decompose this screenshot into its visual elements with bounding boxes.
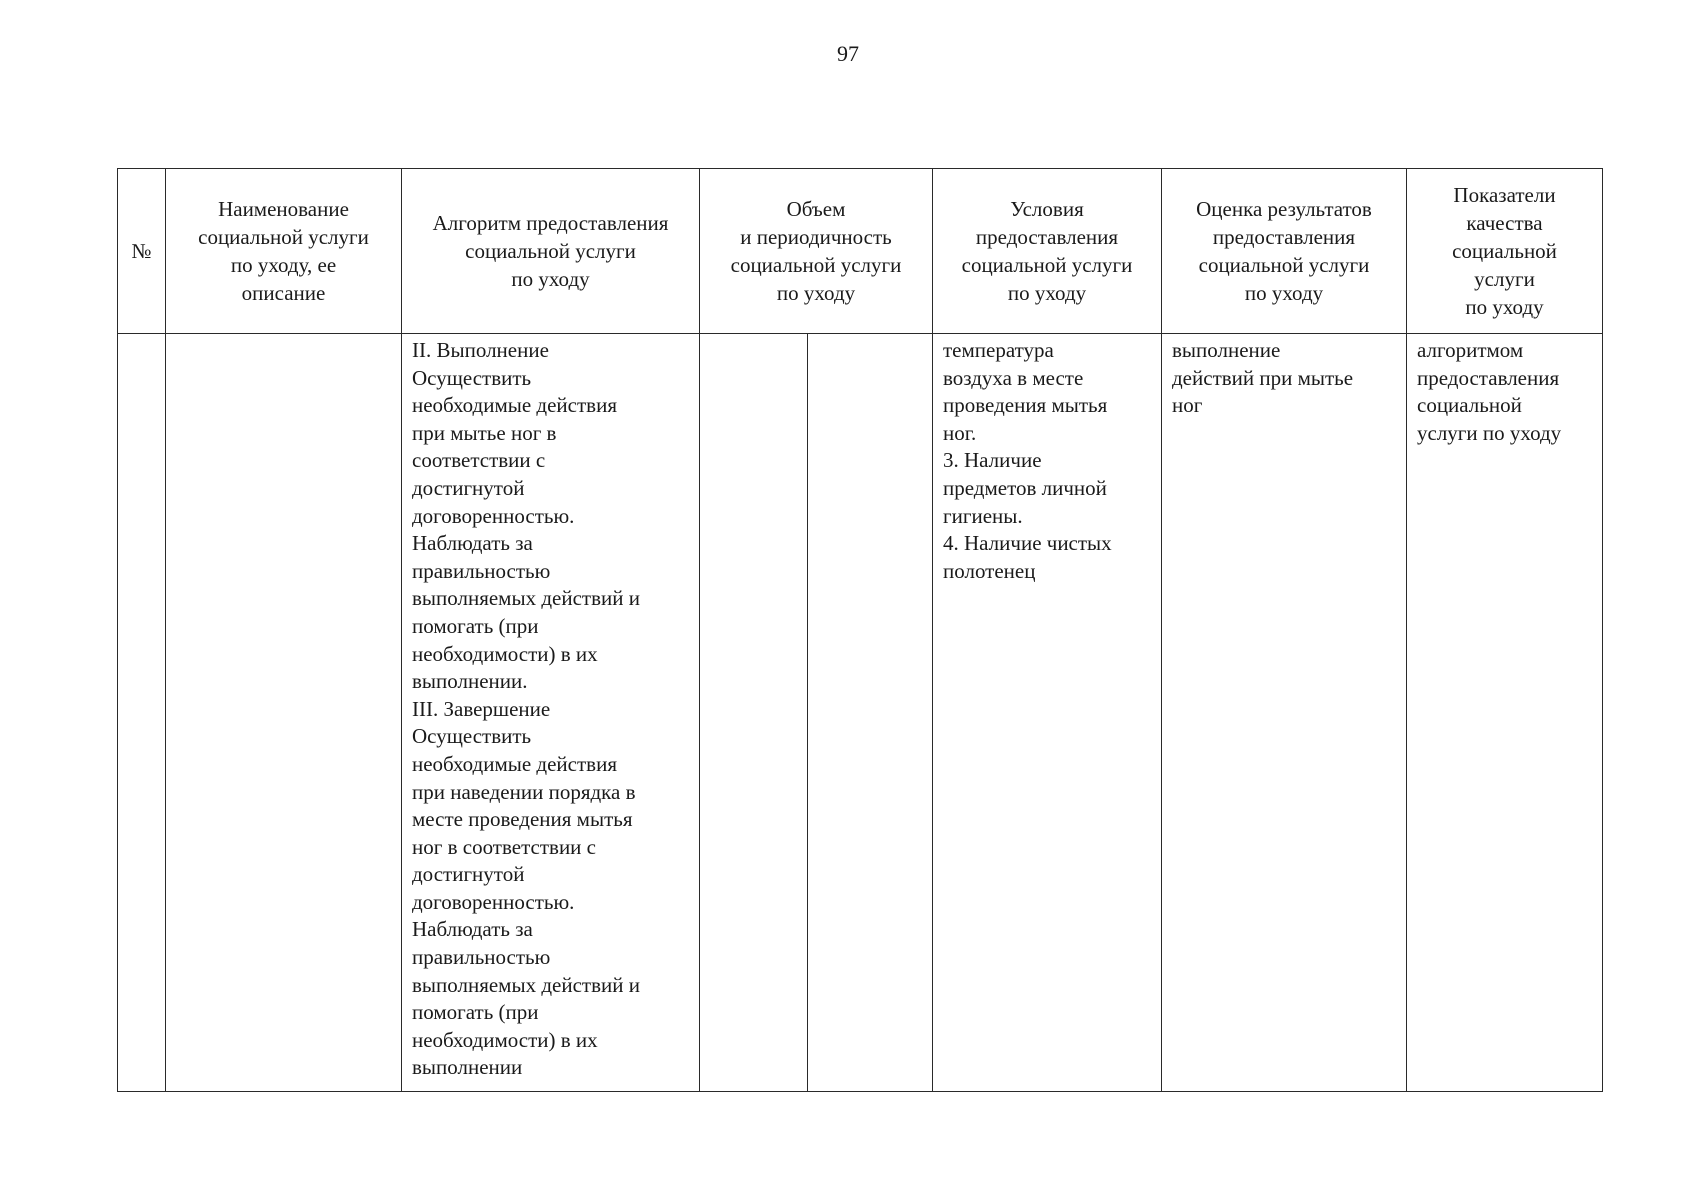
- header-evaluation-label: Оценка результатов предоставления социальной услуги по уходу: [1196, 197, 1372, 305]
- cell-evaluation-text: выполнение действий при мытье ног: [1172, 338, 1354, 418]
- cell-number: [118, 334, 166, 1092]
- cell-algorithm: [402, 334, 700, 1092]
- header-quality-label: Показатели качества социальной услуги по уходу: [1452, 183, 1557, 319]
- cell-conditions-text: температура воздуха в месте проведения мытья ног. 3. Наличие предметов личной гигиены. 4. Наличие чистых полотенец: [943, 338, 1112, 583]
- table-header-row: [118, 169, 1603, 334]
- page-number: 97: [837, 41, 859, 66]
- cell-evaluation: [1162, 334, 1407, 1092]
- header-conditions-label: Условия предоставления социальной услуги по уходу: [961, 197, 1133, 305]
- header-quality: [1407, 169, 1603, 334]
- cell-conditions: [933, 334, 1162, 1092]
- cell-volume: [700, 334, 933, 1092]
- social-service-table: [117, 168, 1603, 1092]
- header-volume-label: Объем и периодичность социальной услуги по уходу: [730, 197, 902, 305]
- header-volume: [700, 169, 933, 334]
- volume-subcell-right: [808, 334, 932, 1091]
- cell-service-name-text: [166, 334, 401, 337]
- cell-quality-text: алгоритмом предоставления социальной услуги по уходу: [1417, 338, 1562, 445]
- volume-left-text: [700, 334, 807, 337]
- volume-right-text: [808, 334, 932, 337]
- header-algorithm-label: Алгоритм предоставления социальной услуги по уходу: [432, 211, 669, 291]
- header-number-label: №: [131, 239, 152, 263]
- cell-quality: [1407, 334, 1603, 1092]
- cell-service-name: [166, 334, 402, 1092]
- header-service-name-label: Наименование социальной услуги по уходу, ее описание: [198, 197, 369, 305]
- header-conditions: [933, 169, 1162, 334]
- cell-number-text: [118, 334, 165, 337]
- header-algorithm: [402, 169, 700, 334]
- header-evaluation: [1162, 169, 1407, 334]
- header-number: [118, 169, 166, 334]
- cell-algorithm-text: II. Выполнение Осуществить необходимые действия при мытье ног в соответствии с достигнутой договоренностью. Наблюдать за правильностью выполняемых действий и помогать (при необходимости) в их выполнении. III. Завершение Осуществить необходимые действия при наведении порядка в месте проведения мытья ног в соответствии с достигнутой договоренностью. Наблюдать за правильностью выполняемых действий и помогать (при необходимости) в их выполнении: [412, 338, 640, 1080]
- volume-subcells: [700, 334, 932, 1091]
- header-service-name: [166, 169, 402, 334]
- volume-subcell-left: [700, 334, 808, 1091]
- table-row: [118, 334, 1603, 1092]
